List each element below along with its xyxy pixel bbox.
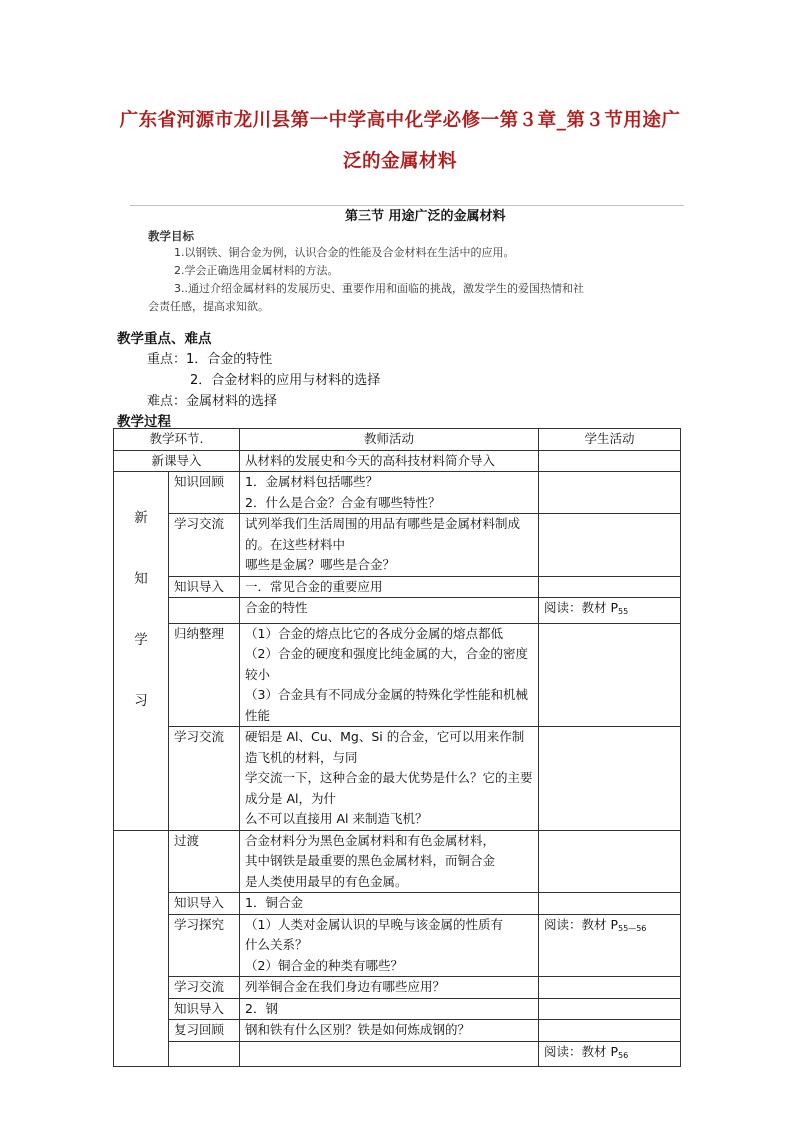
student-cell bbox=[539, 514, 681, 577]
step-cell: 学习交流 bbox=[169, 727, 240, 831]
stage-char: 知 bbox=[134, 571, 148, 587]
teacher-line: 什么关系？ bbox=[245, 937, 308, 952]
goal-1: 1.以钢铁、铜合金为例，认识合金的性能及合金材料在生活中的应用。 bbox=[174, 246, 515, 259]
student-cell bbox=[539, 977, 681, 999]
teacher-cell bbox=[240, 472, 539, 514]
teacher-cell bbox=[240, 514, 539, 577]
stage-new-knowledge bbox=[114, 472, 169, 831]
table-row bbox=[114, 727, 681, 831]
student-cell bbox=[539, 472, 681, 514]
table-row bbox=[114, 977, 681, 999]
teacher-line: 一．常见合金的重要应用 bbox=[245, 578, 383, 594]
stage-empty bbox=[114, 830, 169, 1067]
goal-3-line-2: 会责任感，提高求知欲。 bbox=[148, 300, 269, 313]
teacher-line: 是人类使用最早的有色金属。 bbox=[245, 873, 408, 889]
table-row bbox=[114, 998, 681, 1020]
step-cell bbox=[169, 598, 240, 624]
table-row bbox=[114, 576, 681, 598]
student-text: 阅读：教材 P bbox=[544, 600, 619, 615]
goal-3-line-1: 3..通过介绍金属材料的发展历史、重要作用和面临的挑战，激发学生的爱国热情和社 bbox=[174, 282, 584, 295]
teacher-line: （3）合金具有不同成分金属的特殊化学性能和机械性能 bbox=[245, 687, 528, 723]
teacher-line: 列举铜合金在我们身边有哪些应用？ bbox=[245, 979, 446, 994]
teacher-line: 学交流一下，这种合金的最大优势是什么？它的主要成分是 Al，为什 bbox=[245, 770, 533, 806]
stage-char: 新 bbox=[134, 510, 148, 526]
table-row bbox=[114, 914, 681, 977]
section-title: 第三节 用途广泛的金属材料 bbox=[345, 209, 506, 224]
table-row bbox=[114, 893, 681, 915]
header-student: 学生活动 bbox=[539, 429, 681, 451]
teacher-line: （2）合金的硬度和强度比纯金属的大，合金的密度较小 bbox=[245, 646, 528, 682]
intro-student bbox=[539, 450, 681, 472]
step-cell: 学习探究 bbox=[169, 914, 240, 977]
step-cell bbox=[169, 1041, 240, 1067]
student-cell bbox=[539, 576, 681, 598]
teacher-line: 合金材料分为黑色金属材料和有色金属材料， bbox=[245, 832, 496, 848]
table-header-row bbox=[114, 429, 681, 451]
step-cell: 学习交流 bbox=[169, 977, 240, 999]
header-stage: 教学环节. bbox=[114, 429, 240, 451]
difficulty-point: 难点：金属材料的选择 bbox=[147, 394, 278, 409]
teaching-process-table bbox=[113, 428, 681, 1067]
table-row bbox=[114, 450, 681, 472]
teacher-line: 么不可以直接用 Al 来制造飞机？ bbox=[245, 811, 428, 826]
teacher-line: 2．钢 bbox=[245, 1000, 278, 1016]
process-heading: 教学过程 bbox=[117, 414, 171, 430]
student-page-range: 55 bbox=[618, 607, 629, 616]
teacher-cell bbox=[240, 727, 539, 831]
teacher-cell bbox=[240, 598, 539, 624]
teacher-line: 1．金属材料包括哪些？ bbox=[245, 474, 378, 489]
teacher-cell bbox=[240, 914, 539, 977]
key-point-1: 重点：1．合金的特性 bbox=[147, 352, 273, 367]
student-cell bbox=[539, 998, 681, 1020]
student-cell bbox=[539, 830, 681, 893]
table-row bbox=[114, 514, 681, 577]
table-row bbox=[114, 472, 681, 514]
step-cell: 复习回顾 bbox=[169, 1020, 240, 1042]
teacher-line: 硬铝是 Al、Cu、Mg、Si 的合金，它可以用来作制造飞机的材料，与同 bbox=[245, 729, 525, 765]
teacher-cell bbox=[240, 623, 539, 727]
student-cell bbox=[539, 1020, 681, 1042]
key-point-2: 2．合金材料的应用与材料的选择 bbox=[190, 373, 381, 388]
step-cell: 知识导入 bbox=[169, 893, 240, 915]
step-cell: 知识回顾 bbox=[169, 472, 240, 514]
teacher-line: 试列举我们生活周围的用品有哪些是金属材料制成的。在这些材料中 bbox=[245, 516, 521, 552]
table-row bbox=[114, 1041, 681, 1067]
teacher-cell bbox=[240, 1020, 539, 1042]
stage-char: 习 bbox=[134, 693, 148, 709]
student-page-range: 56 bbox=[618, 1050, 629, 1060]
teacher-cell bbox=[240, 977, 539, 999]
table-row bbox=[114, 598, 681, 624]
teacher-line: 合金的特性 bbox=[245, 600, 308, 615]
step-cell: 归纳整理 bbox=[169, 623, 240, 727]
student-cell bbox=[539, 598, 681, 624]
teacher-line: 哪些是金属？哪些是合金？ bbox=[245, 557, 396, 572]
intro-stage: 新课导入 bbox=[114, 450, 240, 472]
step-cell: 知识导入 bbox=[169, 576, 240, 598]
teacher-cell bbox=[240, 998, 539, 1020]
teacher-cell bbox=[240, 893, 539, 915]
student-cell bbox=[539, 893, 681, 915]
teacher-line: 2．什么是合金？合金有哪些特性？ bbox=[245, 494, 441, 510]
teacher-line: 1．铜合金 bbox=[245, 895, 303, 910]
teacher-cell bbox=[240, 1041, 539, 1067]
document-title-line-1: 广东省河源市龙川县第一中学高中化学必修一第３章_第３节用途广 bbox=[119, 110, 681, 131]
teacher-line: （1）人类对金属认识的早晚与该金属的性质有 bbox=[245, 916, 503, 932]
student-text: 阅读：教材 P bbox=[544, 916, 619, 932]
student-cell bbox=[539, 914, 681, 977]
step-cell: 知识导入 bbox=[169, 998, 240, 1020]
teacher-line: （2）铜合金的种类有哪些？ bbox=[245, 957, 403, 973]
teacher-line: （1）合金的熔点比它的各成分金属的熔点都低 bbox=[245, 625, 503, 641]
teacher-line: 钢和铁有什么区别？铁是如何炼成钢的？ bbox=[245, 1022, 471, 1037]
key-points-heading: 教学重点、难点 bbox=[117, 331, 212, 347]
student-page-range: 55—56 bbox=[618, 923, 647, 933]
table-row bbox=[114, 1020, 681, 1042]
scan-top-rule bbox=[130, 205, 684, 206]
teacher-cell bbox=[240, 830, 539, 893]
step-cell: 过渡 bbox=[169, 830, 240, 893]
student-cell bbox=[539, 727, 681, 831]
document-title-line-2: 泛的金属材料 bbox=[342, 151, 457, 172]
student-cell bbox=[539, 1041, 681, 1067]
teacher-line: 其中钢铁是最重要的黑色金属材料，而铜合金 bbox=[245, 853, 496, 868]
teacher-cell bbox=[240, 576, 539, 598]
table-row bbox=[114, 623, 681, 727]
student-text: 阅读：教材 P bbox=[544, 1043, 619, 1059]
intro-teacher: 从材料的发展史和今天的高科技材料简介导入 bbox=[240, 450, 539, 472]
teacher-line bbox=[245, 1042, 533, 1063]
goals-heading: 教学目标 bbox=[148, 229, 194, 243]
table-row bbox=[114, 830, 681, 893]
stage-char: 学 bbox=[134, 632, 148, 648]
step-cell: 学习交流 bbox=[169, 514, 240, 577]
header-teacher: 教师活动 bbox=[240, 429, 539, 451]
goal-2: 2.学会正确选用金属材料的方法。 bbox=[174, 264, 339, 277]
student-cell bbox=[539, 623, 681, 727]
